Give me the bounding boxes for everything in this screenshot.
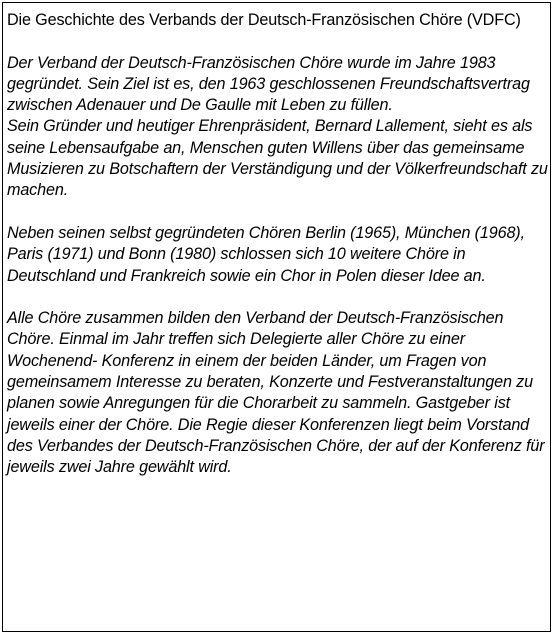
paragraph-choirs	[7, 223, 552, 287]
document-body	[7, 10, 552, 500]
paragraph-founding-text: Der Verband der Deutsch-Französischen Chöre wurde im Jahre 1983 gegründet. Sein Ziel ist es, den 1963 geschlossenen Freundschaftsvertrag zwischen Adenauer und De Gaulle mit Leben zu füllen.	[7, 53, 530, 115]
paragraph-federation	[7, 308, 552, 478]
paragraph-choirs-text: Neben seinen selbst gegründeten Chören Berlin (1965), München (1968), Paris (1971) und Bonn (1980) schlossen sich 10 weitere Chöre in Deutschland und Frankreich sowie ein Chor in Polen dieser Idee an.	[7, 223, 525, 285]
paragraph-founding	[7, 53, 552, 202]
document-title: Die Geschichte des Verbands der Deutsch-Französischen Chöre (VDFC)	[7, 11, 521, 29]
paragraph-federation-text: Alle Chöre zusammen bilden den Verband der Deutsch-Französischen Chöre. Einmal im Jahr treffen sich Delegierte aller Chöre zu einer Wochenend- Konferenz in einem der beiden Länder, um Fragen von gemeinsamem Interesse zu beraten, Konzerte und Festveranstaltungen zu planen sowie Anregungen für die Chorarbeit zu sammeln. Gastgeber ist jeweils einer der Chöre. Die Regie dieser Konferenzen liegt beim Vorstand des Verbandes der Deutsch-Französischen Chöre, der auf der Konferenz für jeweils zwei Jahre gewählt wird.	[7, 309, 545, 477]
paragraph-founder-text: Sein Gründer und heutiger Ehrenpräsident, Bernard Lallement, sieht es als seine Lebensaufgabe an, Menschen guten Willens über das gemeinsame Musizieren zu Botschaftern der Verständigung und der Völkerfreundschaft zu machen.	[7, 117, 548, 200]
